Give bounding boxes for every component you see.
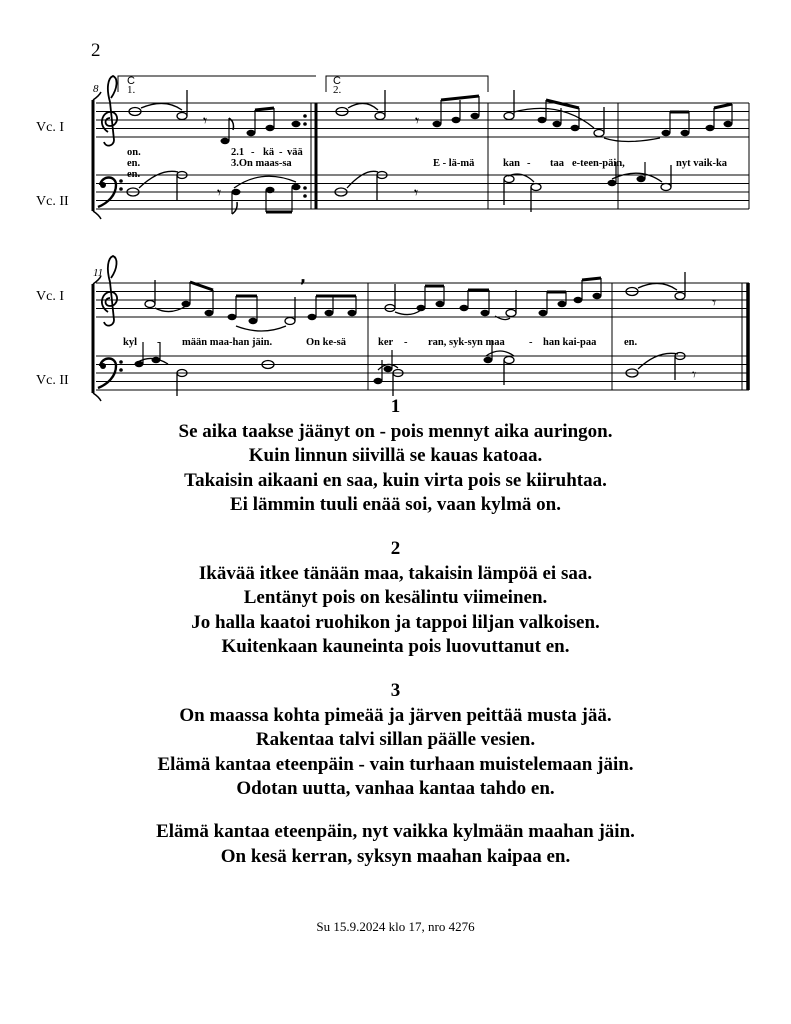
- lyric: e-teen-päin,: [572, 158, 625, 169]
- music-score: [0, 0, 791, 410]
- lyric: 3.On maas-sa: [231, 158, 292, 169]
- verse-line: Ikävää itkee tänään maa, takaisin lämpöä ei saa.: [198, 562, 593, 584]
- verse-1: [0, 395, 791, 518]
- lyric: vää: [287, 147, 303, 158]
- verse-line: Ei lämmin tuuli enää soi, vaan kylmä on.: [230, 494, 561, 515]
- verse-number: 2: [390, 538, 401, 559]
- verse-line: Kuin linnun siivillä se kauas katoaa.: [248, 445, 543, 466]
- lyric: han kai-paa: [543, 337, 597, 348]
- system-1: [36, 75, 749, 219]
- verse-line: Elämä kantaa eteenpäin - vain turhaan muistelemaan jäin.: [157, 753, 634, 775]
- lyric: en.: [127, 169, 141, 180]
- verse-line: On kesä kerran, syksyn maahan kaipaa en.: [220, 845, 571, 867]
- staff-label-vc2: Vc. II: [36, 194, 69, 209]
- lyric: -: [527, 158, 531, 169]
- lyric: 2.1: [231, 147, 245, 158]
- lyric: -: [279, 147, 283, 158]
- staff-label-vc1: Vc. I: [36, 289, 64, 304]
- lyric: -: [404, 337, 408, 348]
- svg-text:𝄾: 𝄾: [692, 365, 697, 384]
- lyric: ker: [378, 337, 394, 348]
- system-2: [36, 256, 749, 401]
- svg-text:,: ,: [300, 267, 307, 286]
- lyric: On ke-sä: [306, 337, 346, 348]
- verse-line: Lentänyt pois on kesälintu viimeinen.: [243, 587, 548, 608]
- lyric: E - lä-mä: [433, 158, 475, 169]
- svg-text:𝄾: 𝄾: [414, 183, 419, 202]
- lyric: -: [251, 147, 255, 158]
- svg-text:𝄾: 𝄾: [712, 293, 717, 312]
- verse-line: Kuitenkaan kauneinta pois luovuttanut en.: [221, 636, 570, 657]
- page-number: 2: [91, 40, 101, 61]
- lyric: ran, syk-syn maa: [428, 337, 505, 348]
- lyric: kyl: [123, 337, 138, 348]
- staff-label-vc2: Vc. II: [36, 373, 69, 388]
- lyric: on.: [127, 147, 141, 158]
- lyric: -: [157, 337, 161, 348]
- svg-text:𝄾: 𝄾: [415, 111, 420, 130]
- measure-number: 8: [93, 83, 99, 95]
- svg-text:𝄾: 𝄾: [203, 111, 208, 130]
- verse-line: Jo halla kaatoi ruohikon ja tappoi liljan valkoisen.: [191, 611, 600, 633]
- lyric: kä: [263, 147, 275, 158]
- measure-number: 11: [93, 267, 104, 279]
- lyric: en.: [624, 337, 638, 348]
- verse-line: On maassa kohta pimeää ja järven peittää musta jää.: [179, 704, 612, 726]
- verse-line: Se aika taakse jäänyt on - pois mennyt aika auringon.: [178, 420, 613, 442]
- verse-line: Odotan uutta, vanhaa kantaa tahdo en.: [236, 778, 555, 799]
- verse-line: Takaisin aikaani en saa, kuin virta pois se kiiruhtaa.: [184, 469, 607, 491]
- lyric: kan: [503, 158, 520, 169]
- verse-3: [0, 679, 791, 802]
- lyric: taa: [550, 158, 564, 169]
- verse-number: 1: [390, 396, 401, 417]
- footer-note: Su 15.9.2024 klo 17, nro 4276: [316, 919, 475, 934]
- volta-2-label: 2.: [333, 84, 342, 96]
- svg-text:C: C: [127, 75, 135, 87]
- verse-line: Rakentaa talvi sillan päälle vesien.: [255, 729, 536, 750]
- lyric: en.: [127, 158, 141, 169]
- verse-2: [0, 537, 791, 660]
- verse-number: 3: [390, 680, 401, 701]
- svg-text:𝄾: 𝄾: [217, 183, 222, 202]
- lyric: nyt vaik-ka: [676, 158, 728, 169]
- lyric: mään maa-han jäin.: [182, 337, 273, 348]
- closing-verse: [0, 820, 791, 869]
- volta-1-label: 1.: [127, 84, 136, 96]
- lyric: -: [529, 337, 533, 348]
- verse-line: Elämä kantaa eteenpäin, nyt vaikka kylmään maahan jäin.: [156, 821, 635, 842]
- svg-text:C: C: [333, 75, 341, 87]
- staff-label-vc1: Vc. I: [36, 120, 64, 135]
